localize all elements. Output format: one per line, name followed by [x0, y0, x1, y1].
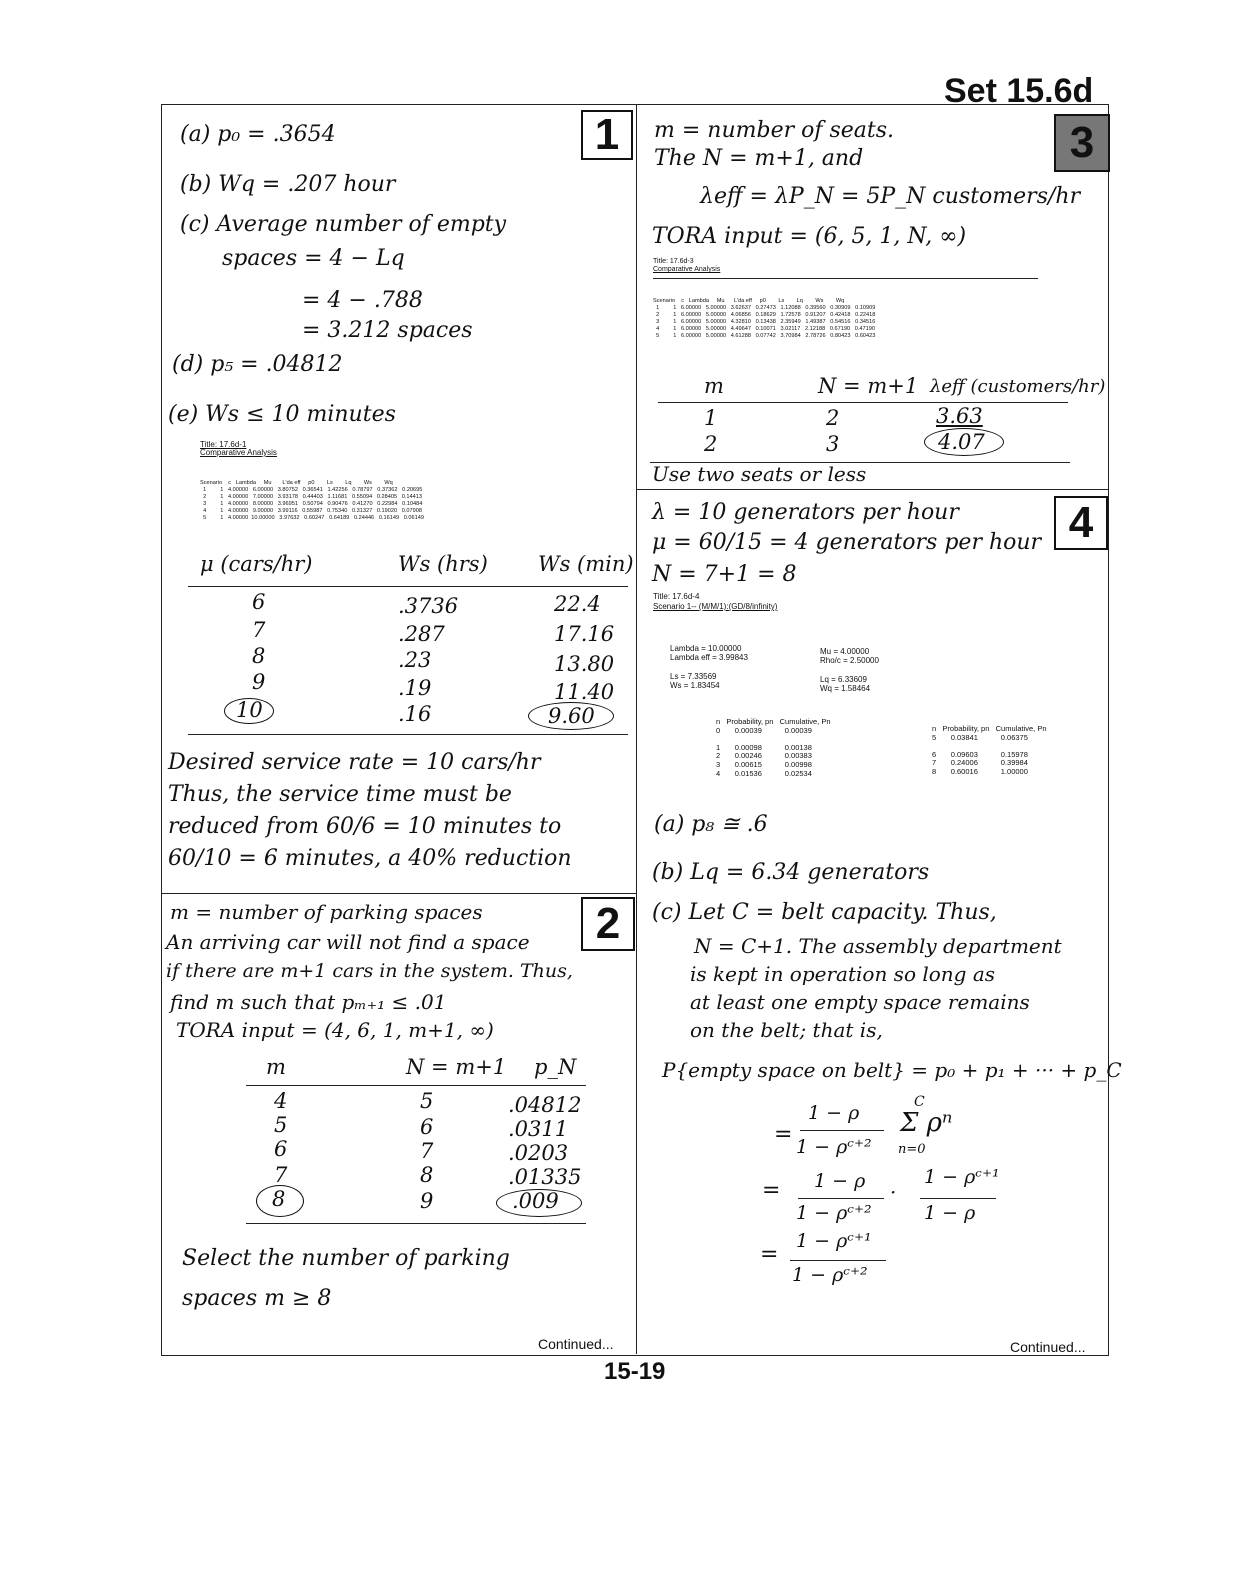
p4-line-3: N = 7+1 = 8: [652, 562, 797, 587]
p1-line-a: (a) p₀ = .3654: [180, 122, 336, 147]
table-cell: .0203: [508, 1141, 569, 1165]
p1-tora-table: Scenario c Lambda Mu L'da eff p0 Ls Lq Ws Wq 1 1 4.00000 6.00000 3.80752 0.36541 1.42256 0.78797 0.37362 0.20695 2 1 4.00000 7.00000 3.93178 0.44403 1.11681 0.55094 0.28405 0.14413 3 1 4.00000 8.00000 3.96951 0.50794 0.90476 0.41270 0.22984 0.10484 4 1 4.00000 9.00000 3.99116 0.55987 0.75340 0.31327 0.19020 0.07908 5 1 4.00000 10.00000 3.97632 0.60247 0.64189 0.24446 0.16149 0.06149: [200, 480, 424, 521]
formula-l3-den: 1 − ρᶜ⁺²: [792, 1264, 868, 1286]
p4-rho: Rho/c = 2.50000: [820, 656, 879, 665]
p1-conclusion-2: Thus, the service time must be: [168, 782, 512, 807]
p2-line-5: TORA input = (4, 6, 1, m+1, ∞): [176, 1018, 494, 1042]
table-cell: 5: [274, 1113, 288, 1137]
p3-header-m: m: [704, 374, 724, 398]
formula-l2-num-b: 1 − ρᶜ⁺¹: [924, 1166, 1000, 1188]
p2-line-3: if there are m+1 cars in the system. Thus,: [166, 960, 573, 982]
table-cell: 5: [420, 1089, 434, 1113]
p3-header-leff: λeff (customers/hr): [930, 376, 1106, 397]
p3-line-2: The N = m+1, and: [654, 146, 864, 171]
table-cell: 2: [826, 406, 840, 430]
p4-answer-c3: is kept in operation so long as: [690, 962, 996, 986]
p2-table-bottom-rule: [246, 1223, 586, 1224]
table-cell: 6: [252, 590, 266, 614]
formula-l2-den-b: 1 − ρ: [924, 1202, 976, 1224]
p4-continued: Continued...: [1010, 1339, 1086, 1355]
divider-p1-p2: [161, 893, 637, 894]
table-cell: .19: [398, 676, 432, 700]
table-cell: .009: [512, 1189, 559, 1213]
p1-tora-subtitle: Comparative Analysis: [200, 448, 277, 457]
p3-tora-rule: [653, 278, 1038, 279]
formula-l1-sum-bot: n=0: [898, 1142, 926, 1157]
p2-header-n: N = m+1: [406, 1055, 507, 1079]
p4-answer-c2: N = C+1. The assembly department: [694, 934, 1062, 958]
p4-answer-c1: (c) Let C = belt capacity. Thus,: [652, 900, 997, 925]
p4-tora-subtitle: Scenario 1-- (M/M/1):(GD/8/infinity): [653, 602, 778, 611]
p1-line-c4: = 3.212 spaces: [302, 318, 473, 343]
p2-header-rule: [246, 1085, 586, 1086]
fraction-bar: [920, 1198, 996, 1199]
set-title: Set 15.6d: [944, 72, 1094, 110]
table-cell: 6: [274, 1137, 288, 1161]
p1-conclusion-4: 60/10 = 6 minutes, a 40% reduction: [168, 846, 572, 871]
table-cell: 17.16: [554, 622, 615, 646]
p2-line-1: m = number of parking spaces: [170, 900, 483, 924]
p3-header-rule: [658, 402, 1068, 403]
p2-results-table: [240, 1055, 590, 1235]
table-cell: 7: [420, 1139, 434, 1163]
table-cell: 22.4: [554, 592, 601, 616]
p4-answer-b: (b) Lq = 6.34 generators: [652, 860, 930, 885]
p1-line-c1: (c) Average number of empty: [180, 212, 507, 237]
p1-header-ws-hrs: Ws (hrs): [398, 552, 488, 576]
p2-header-m: m: [266, 1055, 286, 1079]
page-number: 15-19: [604, 1358, 666, 1385]
table-cell: 4.07: [938, 430, 985, 454]
p4-wq: Wq = 1.58464: [820, 684, 871, 693]
fraction-bar: [790, 1260, 886, 1261]
p3-conclusion: Use two seats or less: [652, 462, 867, 486]
p2-line-4: find m such that pₘ₊₁ ≤ .01: [170, 990, 447, 1014]
p3-line-4: TORA input = (6, 5, 1, N, ∞): [652, 224, 967, 249]
table-cell: 1: [704, 406, 718, 430]
table-cell: .3736: [398, 594, 459, 618]
p1-conclusion-3: reduced from 60/6 = 10 minutes to: [168, 814, 562, 839]
p2-line-2: An arriving car will not find a space: [166, 930, 530, 954]
p4-tora-title: Title: 17.6d-4: [653, 592, 700, 601]
formula-l1-den: 1 − ρᶜ⁺²: [796, 1136, 872, 1158]
table-cell: .23: [398, 648, 432, 672]
table-cell: 13.80: [554, 652, 615, 676]
formula-l2-den-a: 1 − ρᶜ⁺²: [796, 1202, 872, 1224]
p1-tora-title: Title: 17.6d-1: [200, 440, 247, 449]
p1-conclusion-1: Desired service rate = 10 cars/hr: [168, 750, 541, 775]
p2-conclusion-1: Select the number of parking: [182, 1246, 510, 1271]
formula-l2-num-a: 1 − ρ: [814, 1170, 866, 1192]
p4-prob-table-right: n Probability, pn Cumulative, Pn 5 0.03841 0.06375 6 0.09603 0.15978 7 0.24006 0.39984 8 0.60016 1.00000: [932, 724, 1047, 776]
table-cell: 9: [420, 1189, 434, 1213]
p3-tora-table: Scenario c Lambda Mu L'da eff p0 Ls Lq Ws Wq 1 1 6.00000 5.00000 3.62637 0.27473 1.12088 0.39560 0.30909 0.10909 2 1 6.00000 5.00000 4.06856 0.18629 1.72578 0.91207 0.42418 0.22418 3 1 6.00000 5.00000 4.32810 0.13438 2.35949 1.49387 0.54516 0.34516 4 1 6.00000 5.00000 4.49647 0.10071 3.02117 2.12188 0.67190 0.47190 5 1 6.00000 5.00000 4.61288 0.07742 3.70984 2.78726 0.80423 0.60423: [653, 298, 876, 339]
table-cell: 7: [252, 618, 266, 642]
table-cell: 4: [274, 1089, 288, 1113]
p4-answer-c4: at least one empty space remains: [690, 990, 1030, 1014]
table-cell: 10: [236, 698, 263, 722]
problem-1-number: 1: [581, 110, 633, 160]
table-cell: .01335: [508, 1165, 582, 1189]
p1-line-d: (d) p₅ = .04812: [172, 352, 343, 377]
table-cell: .16: [398, 702, 432, 726]
p4-ws: Ws = 1.83454: [670, 681, 720, 690]
p4-answer-a: (a) p₈ ≅ .6: [654, 812, 768, 837]
formula-eq-2: =: [762, 1178, 781, 1203]
p1-header-mu: μ (cars/hr): [200, 552, 313, 576]
problem-2-number: 2: [581, 897, 635, 951]
p3-line-1: m = number of seats.: [654, 118, 895, 143]
p4-answer-c6: P{empty space on belt} = p₀ + p₁ + ··· + p_C: [662, 1058, 1122, 1082]
p2-continued: Continued...: [538, 1336, 614, 1352]
formula-eq-1: =: [774, 1122, 793, 1147]
table-cell: 9: [252, 670, 266, 694]
fraction-bar: [798, 1198, 884, 1199]
p4-mu: Mu = 4.00000: [820, 647, 870, 656]
p3-line-3: λeff = λP_N = 5P_N customers/hr: [700, 184, 1081, 209]
p3-tora-subtitle: Comparative Analysis: [653, 266, 721, 273]
divider-p3-p4: [636, 489, 1108, 490]
p4-lambda-eff: Lambda eff = 3.99843: [670, 653, 748, 662]
p3-tora-title: Title: 17.6d-3: [653, 258, 694, 265]
table-cell: .04812: [508, 1093, 582, 1117]
p2-conclusion-2: spaces m ≥ 8: [182, 1286, 332, 1311]
formula-l1-sum: Σ ρⁿ: [900, 1108, 953, 1138]
table-cell: 11.40: [554, 680, 615, 704]
fraction-bar: [800, 1130, 884, 1131]
formula-l1-sum-top: C: [914, 1094, 925, 1110]
table-cell: 9.60: [548, 704, 595, 728]
table-cell: 3: [826, 432, 840, 456]
table-cell: 7: [274, 1163, 288, 1187]
p1-header-ws-min: Ws (min): [538, 552, 634, 576]
table-cell: 3.63: [936, 404, 983, 428]
p4-ls: Ls = 7.33569: [670, 672, 717, 681]
p4-lambda: Lambda = 10.00000: [670, 644, 742, 653]
p2-header-pn: p_N: [534, 1055, 577, 1079]
p4-answer-c5: on the belt; that is,: [690, 1018, 883, 1042]
table-cell: .287: [398, 622, 445, 646]
formula-l1-num: 1 − ρ: [808, 1102, 860, 1124]
table-cell: 2: [704, 432, 718, 456]
p1-table-bottom-rule: [188, 734, 628, 735]
formula-l3-num: 1 − ρᶜ⁺¹: [796, 1230, 872, 1252]
p4-prob-table-left: n Probability, pn Cumulative, Pn 0 0.00039 0.00039 1 0.00098 0.00138 2 0.00246 0.00383 3 0.00615 0.00998 4 0.01536 0.02534: [716, 717, 831, 778]
p1-line-e: (e) Ws ≤ 10 minutes: [168, 402, 396, 427]
problem-4-number: 4: [1054, 496, 1108, 550]
p1-line-b: (b) Wq = .207 hour: [180, 172, 396, 197]
p4-line-1: λ = 10 generators per hour: [652, 500, 959, 525]
table-cell: 8: [252, 644, 266, 668]
center-divider: [636, 104, 637, 1354]
table-cell: .0311: [508, 1117, 569, 1141]
p1-line-c3: = 4 − .788: [302, 288, 423, 313]
problem-3-number: 3: [1054, 114, 1110, 172]
table-cell: 8: [272, 1187, 286, 1211]
p1-header-rule: [188, 586, 628, 587]
formula-eq-3: =: [760, 1242, 779, 1267]
p1-line-c2: spaces = 4 − Lq: [222, 246, 405, 271]
p4-line-2: μ = 60/15 = 4 generators per hour: [652, 530, 1042, 555]
table-cell: 8: [420, 1163, 434, 1187]
table-cell: 6: [420, 1115, 434, 1139]
formula-dot: ·: [890, 1180, 897, 1204]
p4-lq: Lq = 6.33609: [820, 675, 867, 684]
p1-results-table: [188, 552, 634, 742]
p3-header-n: N = m+1: [818, 374, 919, 398]
